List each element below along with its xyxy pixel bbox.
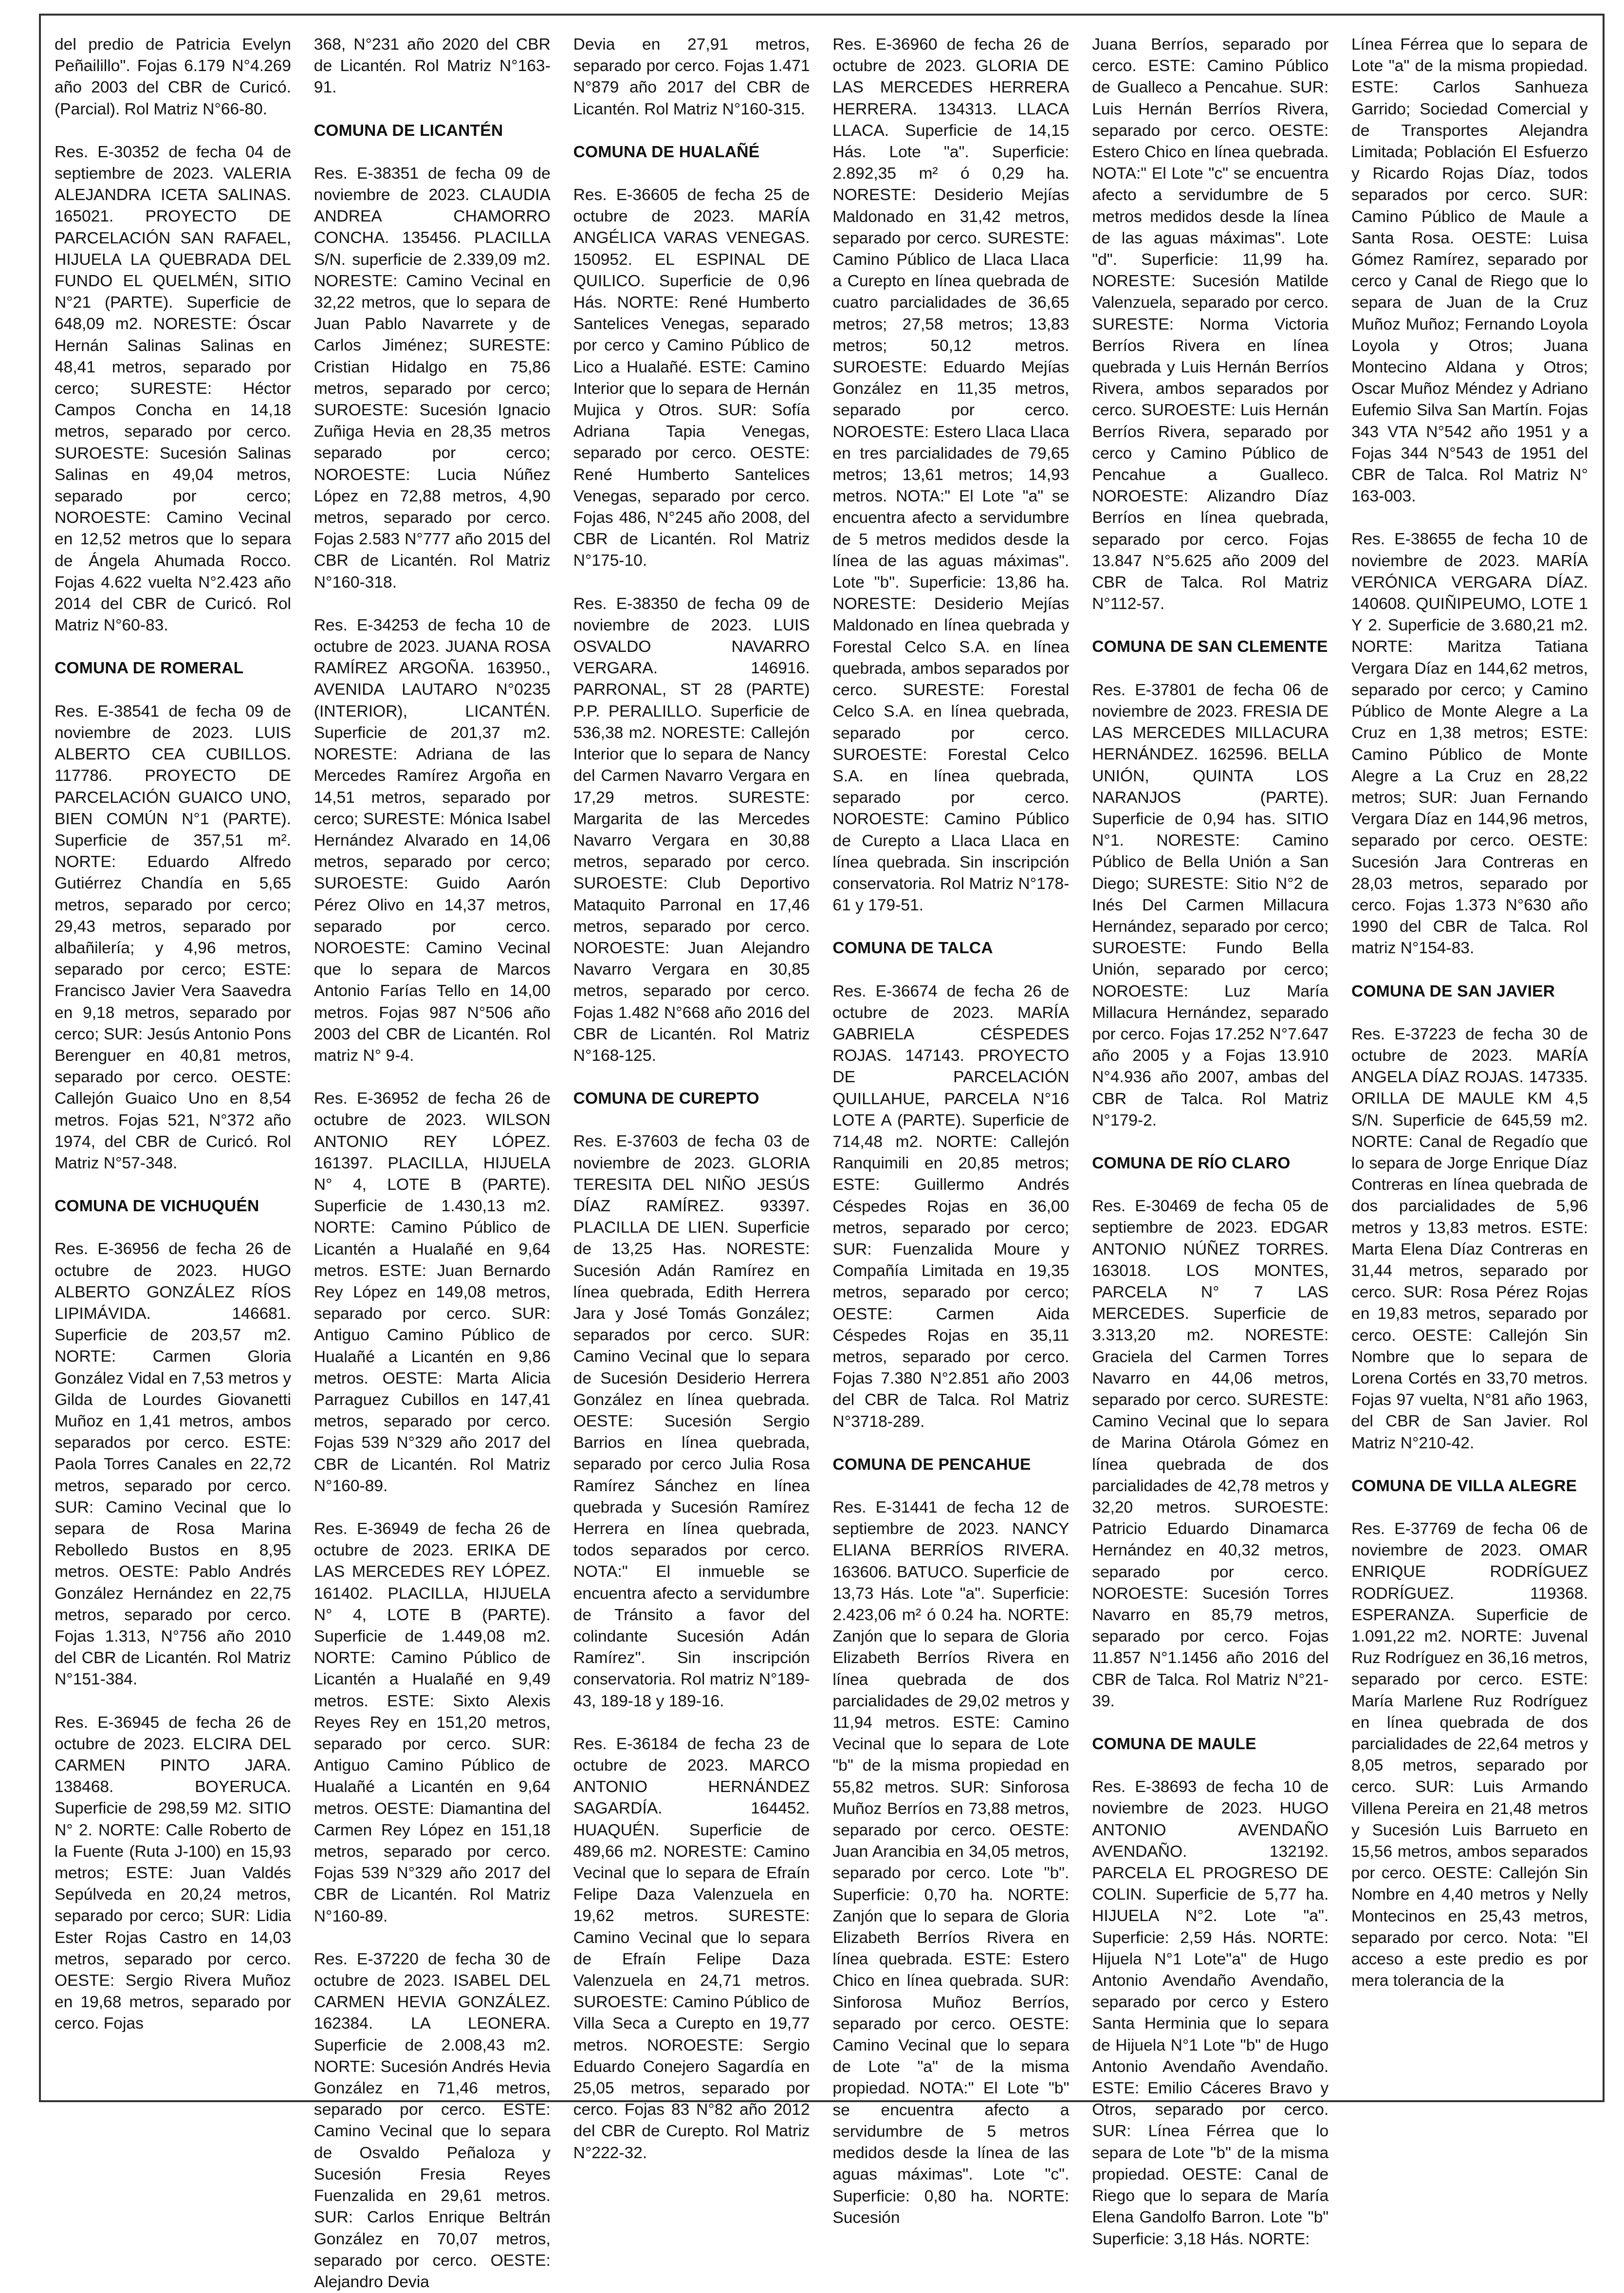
notice-paragraph: Res. E-36605 de fecha 25 de octubre de 2023. MARÍA ANGÉLICA VARAS VENEGAS. 150952. EL ESPINAL DE QUILICO. Superficie de 0,96 Hás. NORTE: René Humberto Santelices Venegas, separado por cerco y Camino Público de Lico a Hualañé. ESTE: Camino Interior que lo separa de Hernán Mujica y Otros. SUR: Sofía Adriana Tapia Venegas, separado por cerco. OESTE: René Humberto Santelices Venegas, separado por cerco. Fojas 486, N°245 año 2008, del CBR de Licantén. Rol Matriz N°175-10. bbox=[573, 186, 810, 570]
text-column bbox=[573, 34, 810, 2162]
notice-paragraph: Juana Berríos, separado por cerco. ESTE: Camino Público de Gualleco a Pencahue. SUR: Luis Hernán Berríos Rivera, separado por cerco. OESTE: Estero Chico en línea quebrada. NOTA:" El Lote "c" se encuentra afecto a servidumbre de 5 metros medidos desde la línea de las aguas máximas". Lote "d". Superficie: 11,99 ha. NORESTE: Sucesión Matilde Valenzuela, separado por cerco. SURESTE: Norma Victoria Berríos Rivera en línea quebrada y Luis Hernán Berríos Rivera, ambos separados por cerco. SUROESTE: Luis Hernán Berríos Rivera, separado por cerco y Camino Público de Pencahue a Gualleco. NOROESTE: Alizandro Díaz Berríos en línea quebrada, separado por cerco. Fojas 13.847 N°5.625 año 2009 del CBR de Talca. Rol Matriz N°112-57. bbox=[1092, 36, 1329, 613]
text-column bbox=[832, 34, 1070, 2227]
notice-paragraph: Res. E-37220 de fecha 30 de octubre de 2023. ISABEL DEL CARMEN HEVIA GONZÁLEZ. 162384. LA LEONERA. Superficie de 2.008,43 m2. NORTE: Sucesión Andrés Hevia González en 71,46 metros, separado por cerco. ESTE: Camino Vecinal que lo separa de Osvaldo Peñaloza y Sucesión Fresia Reyes Fuenzalida en 29,61 metros. SUR: Carlos Enrique Beltrán González en 70,07 metros, separado por cerco. OESTE: Alejandro Devia bbox=[314, 1950, 551, 2291]
notice-paragraph: 368, N°231 año 2020 del CBR de Licantén. Rol Matriz N°163-91. bbox=[314, 36, 551, 97]
text-column bbox=[55, 34, 291, 2089]
notice-paragraph: Res. E-38655 de fecha 10 de noviembre de 2023. MARÍA VERÓNICA VERGARA DÍAZ. 140608. QUIÑIPEUMO, LOTE 1 Y 2. Superficie de 3.680,21 m2. NORTE: Maritza Tatiana Vergara Díaz en 144,62 metros, separado por cerco; y Camino Público de Monte Alegre a La Cruz en 1,38 metros; ESTE: Camino Público de Monte Alegre a La Cruz en 28,22 metros; SUR: Juan Fernando Vergara Díaz en 144,96 metros, separado por cerco. OESTE: Sucesión Jara Contreras en 28,03 metros, separado por cerco. Fojas 1.373 N°630 año 1990 del CBR de Talca. Rol matriz N°154-83. bbox=[1351, 530, 1588, 958]
notice-paragraph: Res. E-31441 de fecha 12 de septiembre de 2023. NANCY ELIANA BERRÍOS RIVERA. 163606. BATUCO. Superficie de 13,73 Hás. Lote "a". Superficie: 2.423,06 m² ó 0.24 ha. NORTE: Zanjón que lo separa de Gloria Elizabeth Berríos Rivera en línea quebrada de dos parcialidades de 29,02 metros y 11,94 metros. ESTE: Camino Vecinal que lo separa de Lote "b" de la misma propiedad en 55,82 metros. SUR: Sinforosa Muñoz Berríos en 73,88 metros, separado por cerco. OESTE: Juan Arancibia en 34,05 metros, separado por cerco. Lote "b". Superficie: 0,70 ha. NORTE: Zanjón que lo separa de Gloria Elizabeth Berríos Rivera en línea quebrada. ESTE: Estero Chico en línea quebrada. SUR: Sinforosa Muñoz Berríos, separado por cerco. OESTE: Camino Vecinal que lo separa de Lote "a" de la misma propiedad. NOTA:" El Lote "b" se encuentra afecto a servidumbre de 5 metros medidos desde la línea de las aguas máximas". Lote "c". Superficie: 0,80 ha. NORTE: Sucesión bbox=[832, 1498, 1070, 2227]
notice-paragraph: Res. E-38693 de fecha 10 de noviembre de 2023. HUGO ANTONIO AVENDAÑO AVENDAÑO. 132192. PARCELA EL PROGRESO DE COLIN. Superficie de 5,77 ha. HIJUELA N°2. Lote "a". Superficie: 2,59 Hás. NORTE: Hijuela N°1 Lote"a" de Hugo Antonio Avendaño Avendaño, separado por cerco y Estero Santa Herminia que lo separa de Hijuela N°1 Lote "b" de Hugo Antonio Avendaño Avendaño. ESTE: Emilio Cáceres Bravo y Otros, separado por cerco. SUR: Línea Férrea que lo separa de Lote "b" de la misma propiedad. OESTE: Canal de Riego que lo separa de María Elena Gandolfo Barron. Lote "b" Superficie: 3,18 Hás. NORTE: bbox=[1092, 1778, 1329, 2248]
notice-paragraph: Res. E-36184 de fecha 23 de octubre de 2023. MARCO ANTONIO HERNÁNDEZ SAGARDÍA. 164452. HUAQUÉN. Superficie de 489,66 m2. NORESTE: Camino Vecinal que lo separa de Efraín Felipe Daza Valenzuela en 19,62 metros. SURESTE: Camino Vecinal que lo separa de Efraín Felipe Daza Valenzuela en 24,71 metros. SUROESTE: Camino Público de Villa Seca a Curepto en 19,77 metros. NOROESTE: Sergio Eduardo Conejero Sagardía en 25,05 metros, separado por cerco. Fojas 83 N°82 año 2012 del CBR de Curepto. Rol Matriz N°222-32. bbox=[573, 1735, 810, 2162]
text-column bbox=[314, 34, 551, 2291]
section-heading: COMUNA DE VILLA ALEGRE bbox=[1351, 1477, 1577, 1495]
notice-paragraph: Res. E-36949 de fecha 26 de octubre de 2023. ERIKA DE LAS MERCEDES REY LÓPEZ. 161402. PLACILLA, HIJUELA N° 4, LOTE B (PARTE). Superficie de 1.449,08 m2. NORTE: Camino Público de Licantén a Hualañé en 9,49 metros. ESTE: Sixto Alexis Reyes Rey en 151,20 metros, separado por cerco. SUR: Antiguo Camino Público de Hualañé a Licantén en 9,64 metros. OESTE: Diamantina del Carmen Rey López en 151,18 metros, separado por cerco. Fojas 539 N°329 año 2017 del CBR de Licantén. Rol Matriz N°160-89. bbox=[314, 1520, 551, 1925]
section-heading: COMUNA DE ROMERAL bbox=[55, 659, 244, 678]
notice-paragraph: Res. E-36956 de fecha 26 de octubre de 2023. HUGO ALBERTO GONZÁLEZ RÍOS LIPIMÁVIDA. 146681. Superficie de 203,57 m2. NORTE: Carmen Gloria González Vidal en 7,53 metros y Gilda de Lourdes Giovanetti Muñoz en 1,41 metros, ambos separados por cerco. ESTE: Paola Torres Canales en 22,72 metros, separado por cerco. SUR: Camino Vecinal que lo separa de Rosa Marina Rebolledo Bustos en 8,95 metros. OESTE: Pablo Andrés González Hernández en 22,75 metros, separado por cerco. Fojas 1.313, N°756 año 2010 del CBR de Licantén. Rol Matriz N°151-384. bbox=[55, 1240, 291, 1689]
section-heading: COMUNA DE RÍO CLARO bbox=[1092, 1154, 1291, 1172]
section-heading: COMUNA DE SAN CLEMENTE bbox=[1092, 638, 1328, 656]
notice-paragraph: Res. E-36674 de fecha 26 de octubre de 2023. MARÍA GABRIELA CÉSPEDES ROJAS. 147143. PROYECTO DE PARCELACIÓN QUILLAHUE, PARCELA N°16 LOTE A (PARTE). Superficie de 714,48 m2. NORTE: Callejón Ranquimili en 20,85 metros; ESTE: Guillermo Andrés Céspedes Rojas en 36,00 metros, separado por cerco; SUR: Fuenzalida Moure y Compañía Limitada en 19,35 metros, separado por cerco; OESTE: Carmen Aida Céspedes Rojas en 35,11 metros, separado por cerco. Fojas 7.380 N°2.851 año 2003 del CBR de Talca. Rol Matriz N°3718-289. bbox=[832, 982, 1070, 1431]
notice-paragraph: Res. E-30352 de fecha 04 de septiembre de 2023. VALERIA ALEJANDRA ICETA SALINAS. 165021. PROYECTO DE PARCELACIÓN SAN RAFAEL, HIJUELA LA QUEBRADA DEL FUNDO EL QUELMÉN, SITIO N°21 (PARTE). Superficie de 648,09 m2. NORESTE: Óscar Hernán Salinas Salinas en 48,41 metros, separado por cerco; SURESTE: Héctor Campos Concha en 14,18 metros, separado por cerco. SUROESTE: Sucesión Salinas Salinas en 49,04 metros, separado por cerco; NOROESTE: Camino Vecinal en 12,52 metros que lo separa de Ángela Ahumada Rocco. Fojas 4.622 vuelta N°2.423 año 2014 del CBR de Curicó. Rol Matriz N°60-83. bbox=[55, 143, 291, 635]
notice-paragraph: Res. E-36960 de fecha 26 de octubre de 2023. GLORIA DE LAS MERCEDES HERRERA HERRERA. 134313. LLACA LLACA. Superficie de 14,15 Hás. Lote "a". Superficie: 2.892,35 m² ó 0,29 ha. NORESTE: Desiderio Mejías Maldonado en 31,42 metros, separado por cerco. SURESTE: Camino Público de Llaca Llaca a Curepto en línea quebrada de cuatro parcialidades de 36,65 metros; 27,58 metros; 13,83 metros; 50,12 metros. SUROESTE: Eduardo Mejías González en 11,35 metros, separado por cerco. NOROESTE: Estero Llaca Llaca en tres parcialidades de 79,65 metros; 13,61 metros; 14,93 metros. NOTA:" El Lote "a" se encuentra afecto a servidumbre de 5 metros medidos desde la línea de las aguas máximas". Lote "b". Superficie: 13,86 ha. NORESTE: Desiderio Mejías Maldonado en línea quebrada y Forestal Celco S.A. en línea quebrada, ambos separados por cerco. SURESTE: Forestal Celco S.A. en línea quebrada, separado por cerco. SUROESTE: Forestal Celco S.A. en línea quebrada, separado por cerco. NOROESTE: Camino Público de Curepto a Llaca Llaca en línea quebrada. Sin inscripción conservatoria. Rol Matriz N°178-61 y 179-51. bbox=[832, 36, 1070, 915]
section-heading: COMUNA DE HUALAÑÉ bbox=[573, 143, 760, 161]
section-heading: COMUNA DE MAULE bbox=[1092, 1735, 1256, 1754]
text-column bbox=[1092, 34, 1329, 2248]
notice-paragraph: Devia en 27,91 metros, separado por cerco. Fojas 1.471 N°879 año 2017 del CBR de Licantén. Rol Matriz N°160-315. bbox=[573, 36, 810, 118]
section-heading: COMUNA DE LICANTÉN bbox=[314, 121, 503, 140]
section-heading: COMUNA DE PENCAHUE bbox=[832, 1455, 1031, 1474]
notice-paragraph: Res. E-30469 de fecha 05 de septiembre de 2023. EDGAR ANTONIO NÚÑEZ TORRES. 163018. LOS MONTES, PARCELA N° 7 LAS MERCEDES. Superficie de 3.313,20 m2. NORESTE: Graciela del Carmen Torres Navarro en 44,06 metros, separado por cerco. SURESTE: Camino Vecinal que lo separa de Marina Otárola Gómez en línea quebrada de dos parcialidades de 42,78 metros y 32,20 metros. SUROESTE: Patricio Eduardo Dinamarca Hernández en 40,32 metros, separado por cerco. NOROESTE: Sucesión Torres Navarro en 85,79 metros, separado por cerco. Fojas 11.857 N°1.1456 año 2016 del CBR de Talca. Rol Matriz N°21-39. bbox=[1092, 1197, 1329, 1710]
section-heading: COMUNA DE TALCA bbox=[832, 939, 993, 958]
notice-paragraph: del predio de Patricia Evelyn Peñailillo". Fojas 6.179 N°4.269 año 2003 del CBR de Curicó. (Parcial). Rol Matriz N°66-80. bbox=[55, 36, 291, 118]
notice-paragraph: Res. E-38351 de fecha 09 de noviembre de 2023. CLAUDIA ANDREA CHAMORRO CONCHA. 135456. PLACILLA S/N. superficie de 2.339,09 m2. NORESTE: Camino Vecinal en 32,22 metros, que lo separa de Juan Pablo Navarrete y de Carlos Jiménez; SURESTE: Cristian Hidalgo en 75,86 metros, separado por cerco; SUROESTE: Sucesión Ignacio Zuñiga Hevia en 28,35 metros separado por cerco; NOROESTE: Lucia Núñez López en 72,88 metros, 4,90 metros, separado por cerco. Fojas 2.583 N°777 año 2015 del CBR de Licantén. Rol Matriz N°160-318. bbox=[314, 164, 551, 592]
section-heading: COMUNA DE VICHUQUÉN bbox=[55, 1197, 259, 1216]
notice-paragraph: Res. E-37801 de fecha 06 de noviembre de 2023. FRESIA DE LAS MERCEDES MILLACURA HERNÁNDEZ. 162596. BELLA UNIÓN, QUINTA LOS NARANJOS (PARTE). Superficie de 0,94 has. SITIO N°1. NORESTE: Camino Público de Bella Unión a San Diego; SURESTE: Sitio N°2 de Inés Del Carmen Millacura Hernández, separado por cerco; SUROESTE: Fundo Bella Unión, separado por cerco; NOROESTE: Luz María Millacura Hernández, separado por cerco. Fojas 17.252 N°7.647 año 2005 y a Fojas 13.910 N°4.936 año 2007, ambas del CBR de Talca. Rol Matriz N°179-2. bbox=[1092, 681, 1329, 1129]
notice-paragraph: Res. E-37603 de fecha 03 de noviembre de 2023. GLORIA TERESITA DEL NIÑO JESÚS DÍAZ RAMÍREZ. 93397. PLACILLA DE LIEN. Superficie de 13,25 Has. NORESTE: Sucesión Adán Ramírez en línea quebrada, Edith Herrera Jara y José Tomás González; separados por cerco. SUR: Camino Vecinal que lo separa de Sucesión Desiderio Herrera González en línea quebrada. OESTE: Sucesión Sergio Barrios en línea quebrada, separado por cerco Julia Rosa Ramírez Sánchez en línea quebrada y Sucesión Ramírez Herrera en línea quebrada, todos separados por cerco. NOTA:" El inmueble se encuentra afecto a servidumbre de Tránsito a favor del colindante Sucesión Adán Ramírez". Sin inscripción conservatoria. Rol matriz N°189-43, 189-18 y 189-16. bbox=[573, 1132, 810, 1710]
notice-paragraph: Res. E-38541 de fecha 09 de noviembre de 2023. LUIS ALBERTO CEA CUBILLOS. 117786. PROYECTO DE PARCELACIÓN GUAICO UNO, BIEN COMÚN N°1 (PARTE). Superficie de 357,51 m². NORTE: Eduardo Alfredo Gutiérrez Chandía en 5,65 metros, separado por cerco; 29,43 metros, separado por albañilería; y 4,96 metros, separado por cerco; ESTE: Francisco Javier Vera Saavedra en 9,18 metros, separado por cerco; SUR: Jesús Antonio Pons Berenguer en 40,81 metros, separado por cerco. OESTE: Callejón Guaico Uno en 8,54 metros. Fojas 521, N°372 año 1974, del CBR de Curicó. Rol Matriz N°57-348. bbox=[55, 702, 291, 1172]
notice-paragraph: Res. E-34253 de fecha 10 de octubre de 2023. JUANA ROSA RAMÍREZ ARGOÑA. 163950., AVENIDA LAUTARO N°0235 (INTERIOR), LICANTÉN. Superficie de 201,37 m2. NORESTE: Adriana de las Mercedes Ramírez Argoña en 14,51 metros, separado por cerco; SURESTE: Mónica Isabel Hernández Alvarado en 14,06 metros, separado por cerco; SUROESTE: Guido Aarón Pérez Olivo en 14,37 metros, separado por cerco. NOROESTE: Camino Vecinal que lo separa de Marcos Antonio Farías Tello en 14,00 metros. Fojas 987 N°506 año 2003 del CBR de Licantén. Rol matriz N° 9-4. bbox=[314, 616, 551, 1065]
section-heading: COMUNA DE SAN JAVIER bbox=[1351, 982, 1555, 1000]
text-column bbox=[1351, 34, 1588, 2089]
document-columns bbox=[55, 34, 1588, 2291]
notice-paragraph: Res. E-36945 de fecha 26 de octubre de 2023. ELCIRA DEL CARMEN PINTO JARA. 138468. BOYERUCA. Superficie de 298,59 M2. SITIO N° 2. NORTE: Calle Roberto de la Fuente (Ruta J-100) en 15,93 metros; ESTE: Juan Valdés Sepúlveda en 20,24 metros, separado por cerco; SUR: Lidia Ester Rojas Castro en 14,03 metros, separado por cerco. OESTE: Sergio Rivera Muñoz en 19,68 metros, separado por cerco. Fojas bbox=[55, 1713, 291, 2033]
notice-paragraph: Res. E-38350 de fecha 09 de noviembre de 2023. LUIS OSVALDO NAVARRO VERGARA. 146916. PARRONAL, ST 28 (PARTE) P.P. PERALILLO. Superficie de 536,38 m2. NORESTE: Callejón Interior que lo separa de Nancy del Carmen Navarro Vergara en 17,29 metros. SURESTE: Margarita de las Mercedes Navarro Vergara en 30,88 metros, separado por cerco. SUROESTE: Club Deportivo Mataquito Parronal en 17,46 metros, separado por cerco. NOROESTE: Juan Alejandro Navarro Vergara en 30,85 metros, separado por cerco. Fojas 1.482 N°668 año 2016 del CBR de Licantén. Rol Matriz N°168-125. bbox=[573, 594, 810, 1065]
section-heading: COMUNA DE CUREPTO bbox=[573, 1090, 759, 1108]
notice-paragraph: Línea Férrea que lo separa de Lote "a" de la misma propiedad. ESTE: Carlos Sanhueza Garrido; Sociedad Comercial y de Transportes Alejandra Limitada; Población El Esfuerzo y Ricardo Rojas Díaz, todos separados por cerco. SUR: Camino Público de Maule a Santa Rosa. OESTE: Luisa Gómez Ramírez, separado por cerco y Canal de Riego que lo separa de Juan de la Cruz Muñoz Muñoz; Fernando Loyola Loyola y Otros; Juana Montecino Aldana y Otros; Oscar Muñoz Méndez y Adriano Eufemio Silva San Martín. Fojas 343 VTA N°542 año 1951 y a Fojas 344 N°543 de 1951 del CBR de Talca. Rol Matriz N° 163-003. bbox=[1351, 36, 1588, 506]
notice-paragraph: Res. E-37769 de fecha 06 de noviembre de 2023. OMAR ENRIQUE RODRÍGUEZ RODRÍGUEZ. 119368. ESPERANZA. Superficie de 1.091,22 m2. NORTE: Juvenal Ruz Rodríguez en 36,16 metros, separado por cerco. ESTE: María Marlene Ruz Rodríguez en línea quebrada de dos parcialidades de 22,64 metros y 8,05 metros, separado por cerco. SUR: Luis Armando Villena Pereira en 21,48 metros y Sucesión Luis Barrueto en 15,56 metros, ambos separados por cerco. OESTE: Callejón Sin Nombre en 4,40 metros y Nelly Montecinos en 25,43 metros, separado por cerco. Nota: "El acceso a este predio es por mera tolerancia de la bbox=[1351, 1520, 1588, 1990]
notice-paragraph: Res. E-36952 de fecha 26 de octubre de 2023. WILSON ANTONIO REY LÓPEZ. 161397. PLACILLA, HIJUELA N° 4, LOTE B (PARTE). Superficie de 1.430,13 m2. NORTE: Camino Público de Licantén a Hualañé en 9,64 metros. ESTE: Juan Bernardo Rey López en 149,08 metros, separado por cerco. SUR: Antiguo Camino Público de Hualañé a Licantén en 9,86 metros. OESTE: Marta Alicia Parraguez Cubillos en 147,41 metros, separado por cerco. Fojas 539 N°329 año 2017 del CBR de Licantén. Rol Matriz N°160-89. bbox=[314, 1090, 551, 1495]
notice-paragraph: Res. E-37223 de fecha 30 de octubre de 2023. MARÍA ANGELA DÍAZ ROJAS. 147335. ORILLA DE MAULE KM 4,5 S/N. Superficie de 645,59 m2. NORTE: Canal de Regadío que lo separa de Jorge Enrique Díaz Contreras en línea quebrada de dos parcialidades de 5,96 metros y 13,83 metros. ESTE: Marta Elena Díaz Contreras en 31,44 metros, separado por cerco. SUR: Rosa Pérez Rojas en 19,83 metros, separado por cerco. OESTE: Callejón Sin Nombre que lo separa de Lorena Cortés en 33,70 metros. Fojas 97 vuelta, N°81 año 1963, del CBR de San Javier. Rol Matriz N°210-42. bbox=[1351, 1025, 1588, 1452]
